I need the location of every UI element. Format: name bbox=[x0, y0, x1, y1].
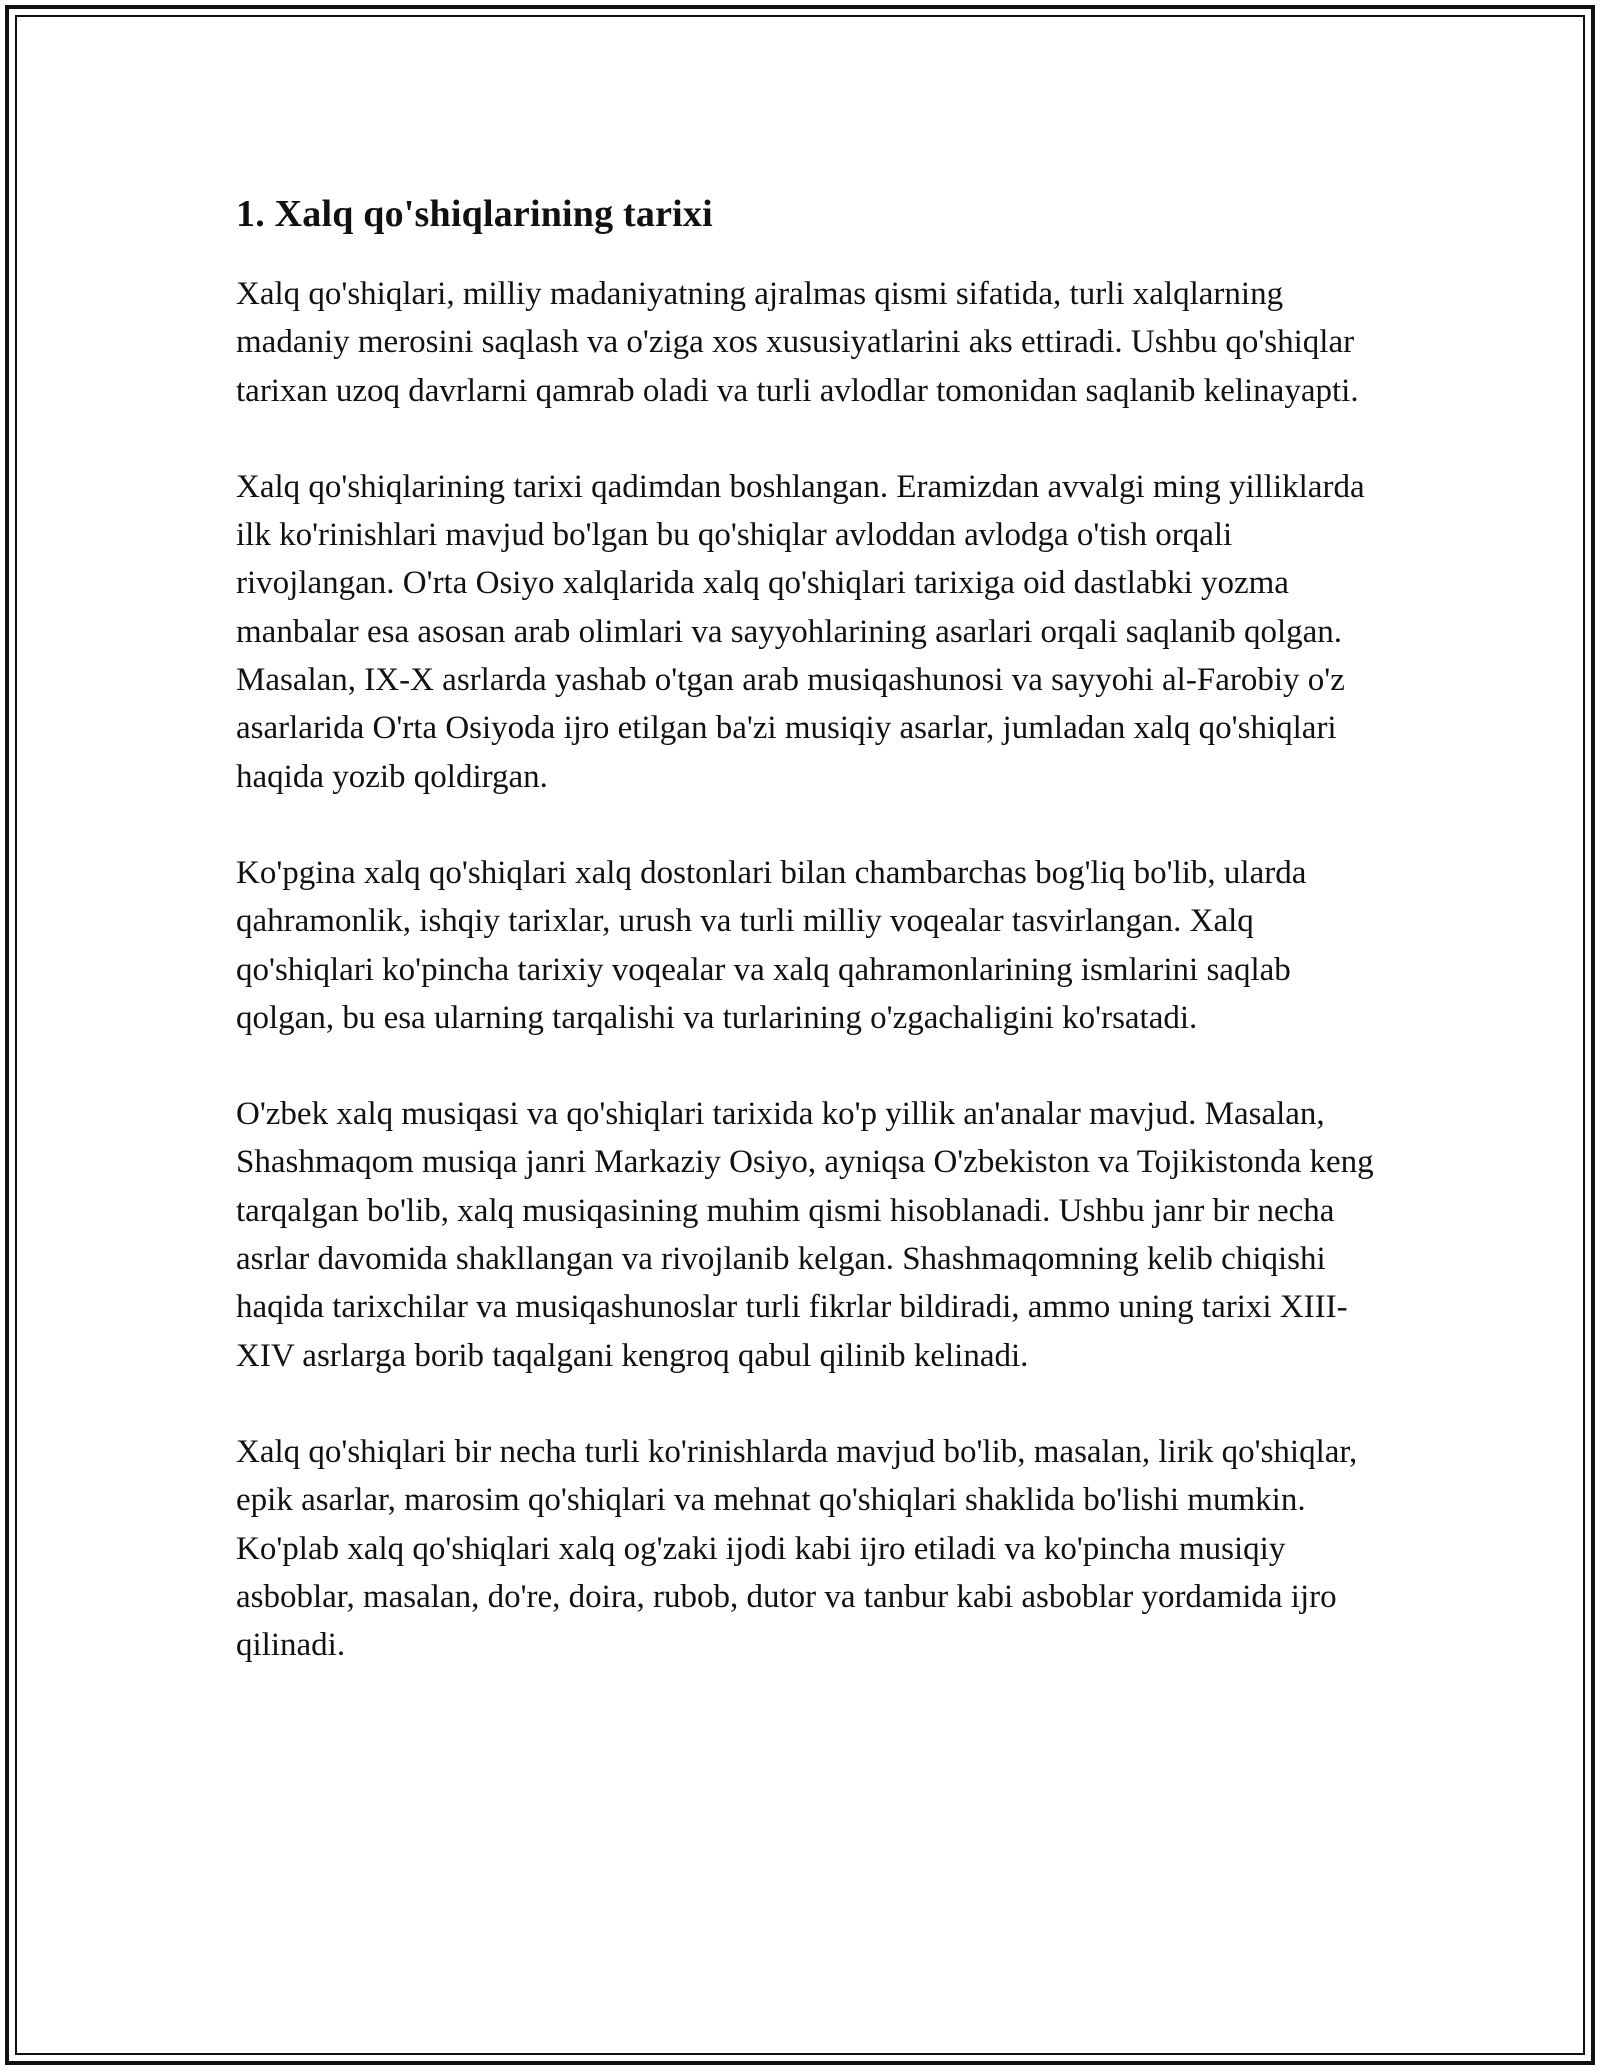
paragraph-4: O'zbek xalq musiqasi va qo'shiqlari tarixida ko'p yillik an'analar mavjud. Masalan, Shashmaqom musiqa janri Markaziy Osiyo, ayniqsa O'zbekiston va Tojikistonda keng tarqalgan bo'lib, xalq musiqasining muhim qismi hisoblanadi. Ushbu janr bir necha asrlar davomida shakllangan va rivojlanib kelgan. Shashmaqomning kelib chiqishi haqida tarixchilar va musiqashunoslar turli fikrlar bildiradi, ammo uning tarixi XIII-XIV asrlarga borib taqalgani kengroq qabul qilinib kelinadi. bbox=[236, 1096, 1374, 1374]
paragraph-5: Xalq qo'shiqlari bir necha turli ko'rinishlarda mavjud bo'lib, masalan, lirik qo'shiqlar, epik asarlar, marosim qo'shiqlari va mehnat qo'shiqlari shaklida bo'lishi mumkin. Ko'plab xalq qo'shiqlari xalq og'zaki ijodi kabi ijro etiladi va ko'pincha musiqiy asboblar, masalan, do're, doira, rubob, dutor va tanbur kabi asboblar yordamida ijro qilinadi. bbox=[236, 1433, 1358, 1664]
section-heading: 1. Xalq qo'shiqlarining tarixi bbox=[236, 193, 713, 235]
paragraph-2: Xalq qo'shiqlarining tarixi qadimdan boshlangan. Eramizdan avvalgi ming yilliklarda ilk ko'rinishlari mavjud bo'lgan bu qo'shiqlar avloddan avlodga o'tish orqali rivojlangan. O'rta Osiyo xalqlarida xalq qo'shiqlari tarixiga oid dastlabki yozma manbalar esa asosan arab olimlari va sayyohlarining asarlari orqali saqlanib qolgan. Masalan, IX-X asrlarda yashab o'tgan arab musiqashunosi va sayyohi al-Farobiy o'z asarlarida O'rta Osiyoda ijro etilgan ba'zi musiqiy asarlar, jumladan xalq qo'shiqlari haqida yozib qoldirgan. bbox=[236, 468, 1365, 795]
paragraph-1: Xalq qo'shiqlari, milliy madaniyatning ajralmas qismi sifatida, turli xalqlarning madaniy merosini saqlash va o'ziga xos xususiyatlarini aks ettiradi. Ushbu qo'shiqlar tarixan uzoq davrlarni qamrab oladi va turli avlodlar tomonidan saqlanib kelinayapti. bbox=[236, 276, 1359, 409]
paragraph-3: Ko'pgina xalq qo'shiqlari xalq dostonlari bilan chambarchas bog'liq bo'lib, ularda qahramonlik, ishqiy tarixlar, urush va turli milliy voqealar tasvirlangan. Xalq qo'shiqlari ko'pincha tarixiy voqealar va xalq qahramonlarining ismlarini saqlab qolgan, bu esa ularning tarqalishi va turlarining o'zgachaligini ko'rsatadi. bbox=[236, 854, 1307, 1036]
document-body bbox=[236, 186, 1376, 1717]
